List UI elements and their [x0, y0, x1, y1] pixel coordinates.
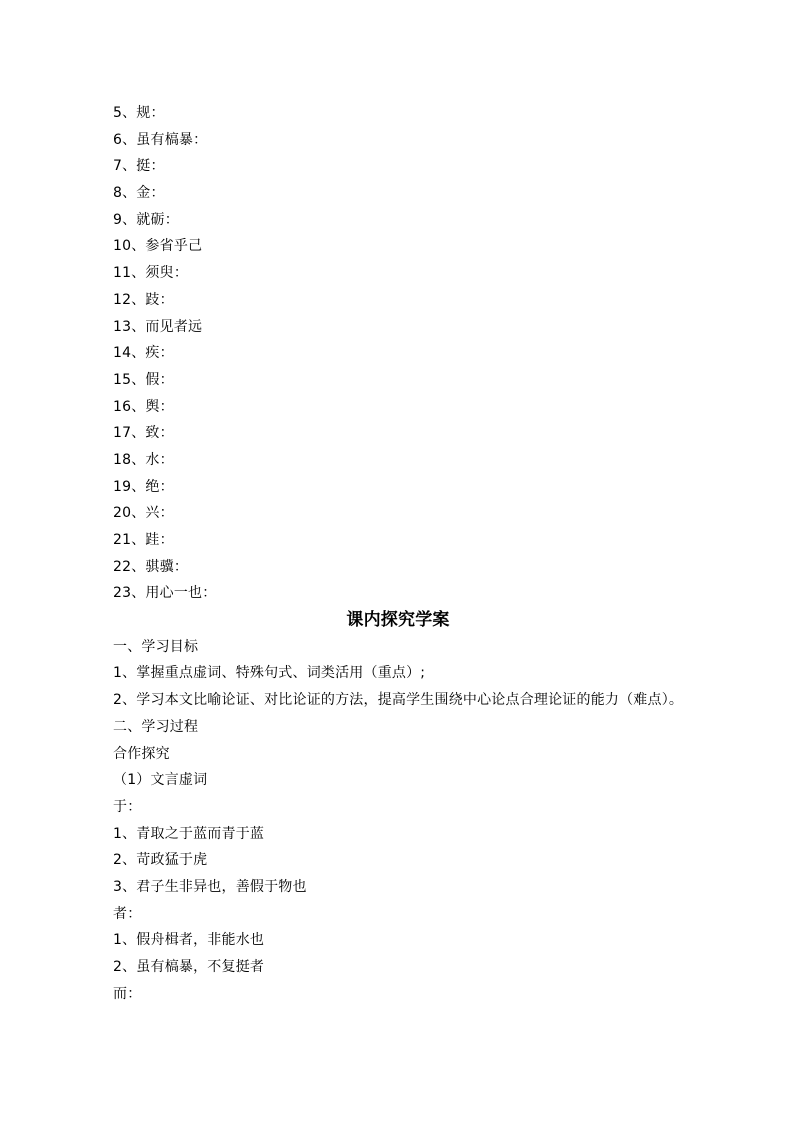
example-sentence: 3、君子生非异也，善假于物也 — [113, 878, 307, 895]
vocab-item: 13、而见者远 — [113, 318, 203, 335]
vocab-item: 14、疾： — [113, 345, 174, 362]
function-word-label: 者： — [113, 905, 142, 922]
section-heading-process: 二、学习过程 — [113, 718, 199, 735]
vocab-item: 18、水： — [113, 451, 174, 468]
vocab-item: 10、参省乎己 — [113, 238, 203, 255]
section-title: 课内探究学案 — [346, 610, 450, 631]
vocab-item: 21、跬： — [113, 532, 174, 548]
vocab-item: 5、规： — [113, 105, 165, 121]
goal-item: 1、掌握重点虚词、特殊句式、词类活用（重点）; — [113, 665, 426, 682]
vocab-item: 15、假： — [113, 371, 174, 388]
document-body — [113, 100, 713, 1007]
subheading-cooperative-inquiry: 合作探究 — [113, 745, 170, 762]
vocab-item: 12、跂： — [113, 291, 174, 308]
vocab-item: 20、兴： — [113, 505, 174, 522]
vocab-item: 22、骐骥： — [113, 558, 189, 575]
function-word-label: 而： — [113, 985, 142, 1002]
section-heading-goals: 一、学习目标 — [113, 638, 199, 655]
goal-item: 2、学习本文比喻论证、对比论证的方法，提高学生围绕中心论点合理论证的能力（难点）。 — [113, 692, 684, 709]
vocab-item: 17、致： — [113, 425, 174, 442]
vocab-item: 7、挺： — [113, 158, 165, 175]
example-sentence: 1、青取之于蓝而青于蓝 — [113, 825, 265, 842]
example-sentence: 2、虽有槁暴，不复挺者 — [113, 959, 265, 975]
vocab-item: 19、绝： — [113, 478, 174, 495]
example-sentence: 1、假舟楫者，非能水也 — [113, 932, 265, 949]
vocab-item: 6、虽有槁暴： — [113, 131, 208, 148]
vocab-item: 9、就砺： — [113, 211, 179, 228]
vocab-item: 8、金： — [113, 185, 165, 202]
vocab-item: 16、舆： — [113, 398, 174, 415]
function-word-label: 于： — [113, 798, 142, 815]
subheading-function-words: （1）文言虚词 — [113, 772, 208, 789]
example-sentence: 2、苛政猛于虎 — [113, 852, 208, 869]
vocab-item: 11、须臾： — [113, 265, 189, 282]
vocab-item: 23、用心一也： — [113, 585, 217, 602]
